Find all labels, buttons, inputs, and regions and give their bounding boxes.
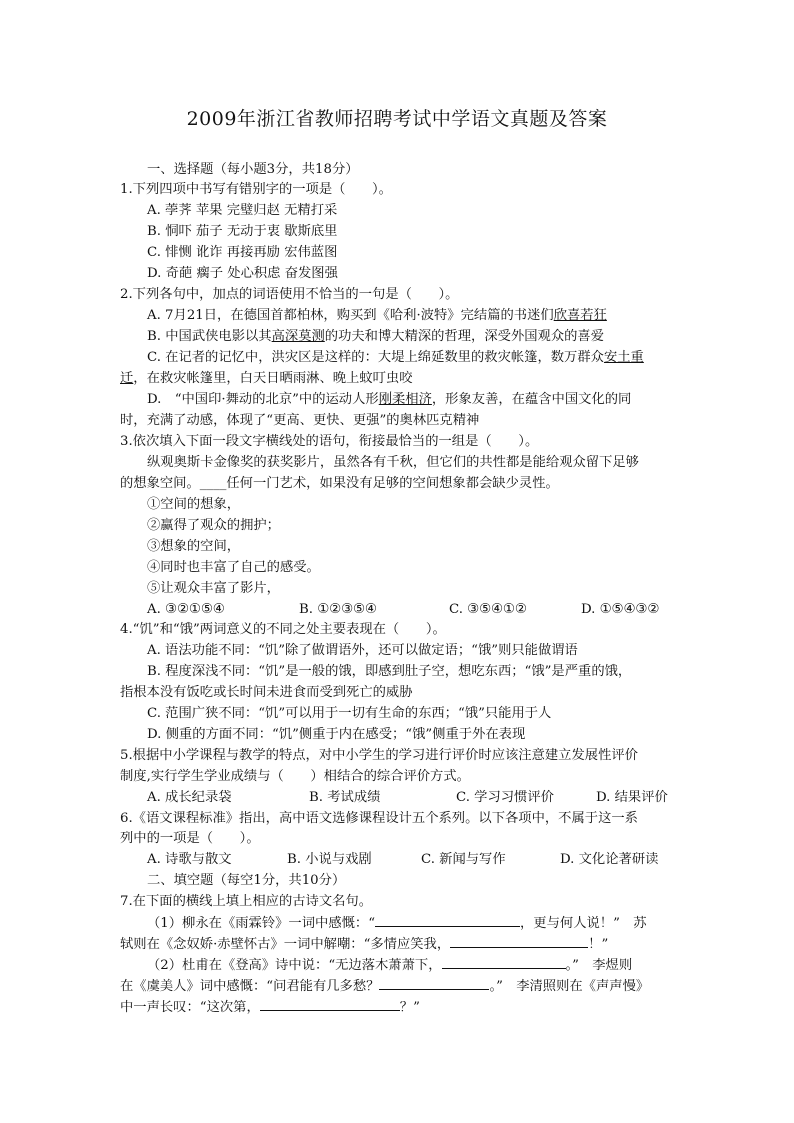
q6-option-d: D. 文化论著研读: [560, 852, 659, 867]
q6-option-b: B. 小说与戏剧: [287, 852, 372, 867]
q1-option-b: B. 恫吓 茄子 无动于衷 歇斯底里: [147, 224, 338, 239]
q4-option-c: C. 范围广狭不同：“饥”可以用于一切有生命的东西；“饿”只能用于人: [147, 706, 552, 721]
q7-sub2-text-close: ？”: [399, 1000, 420, 1015]
q3-option-a: A. ③②①⑤④: [147, 602, 225, 617]
q7-sub2-text: （2）杜甫在《登高》诗中说：“无边落木萧萧下，: [147, 958, 442, 973]
q7-sub1-text-end: ，更与何人说！” 苏: [520, 916, 647, 931]
q7-sub1-text: （1）柳永在《雨霖铃》一词中感慨：“: [147, 916, 376, 931]
q5-stem: 5.根据中小学课程与教学的特点，对中小学生的学习进行评价时应该注意建立发展性评价: [120, 748, 638, 763]
q2-option-b-text-end: 的功夫和博大精深的哲理，深受外国观众的喜爱: [324, 329, 605, 344]
q2-option-c-dotted-word-end: 迁: [120, 371, 134, 386]
answer-blank-3[interactable]: [442, 955, 566, 969]
q3-item-3: ③想象的空间，: [147, 539, 241, 554]
q2-option-b-dotted-word: 高深莫测: [271, 329, 325, 344]
q2-option-d: [147, 390, 631, 410]
q7-sub2-text-mid: 。” 李清照则在《声声慢》: [489, 979, 650, 994]
q6-stem-cont: 列中的一项是（ ）。: [120, 831, 260, 846]
q3-item-2: ②赢得了观众的拥护；: [147, 518, 280, 533]
q5-option-c: C. 学习习惯评价: [456, 790, 554, 805]
page-title: 2009年浙江省教师招聘考试中学语文真题及答案: [186, 108, 608, 130]
q2-option-c-dotted-word: 安土重: [603, 350, 644, 365]
q4-option-b: B. 程度深浅不同：“饥”是一般的饿，即感到肚子空，想吃东西；“饿”是严重的饿，: [147, 664, 632, 679]
q7-stem: 7.在下面的横线上填上相应的古诗文名句。: [120, 894, 373, 909]
q4-option-a: A. 语法功能不同：“饥”除了做谓语外，还可以做定语；“饿”则只能做谓语: [147, 643, 578, 658]
q1-option-a: A. 荸荠 苹果 完璧归赵 无精打采: [147, 203, 338, 218]
section-heading-choice: 一、选择题（每小题3分，共18分）: [147, 162, 359, 177]
q7-sub1-text-close: ！”: [588, 937, 609, 952]
q2-option-d-dotted-word: 刚柔相济: [378, 392, 432, 407]
section-heading-fill: 二、填空题（每空1分，共10分）: [147, 873, 346, 888]
q5-option-a: A. 成长纪录袋: [147, 790, 232, 805]
q4-option-d: D. 侧重的方面不同：“饥”侧重于内在感受；“饿”侧重于外在表现: [147, 727, 526, 742]
q2-option-c: [147, 348, 644, 368]
q7-sub2-line2: [120, 976, 649, 997]
q2-option-d-text-mid: ，形象友善，在蕴含中国文化的同: [431, 392, 632, 407]
q7-sub2-text-last: 中一声长叹：“这次第，: [120, 1000, 260, 1015]
q1-option-d: D. 奇葩 瘸子 处心积虑 奋发图强: [147, 266, 338, 281]
q5-stem-cont: 制度,实行学生学业成绩与（ ）相结合的综合评价方式。: [120, 769, 470, 784]
q2-option-c-cont: [120, 369, 413, 389]
q3-passage-line1: 纵观奥斯卡金像奖的获奖影片，虽然各有千秋，但它们的共性都是能给观众留下足够: [147, 455, 639, 470]
q6-option-c: C. 新闻与写作: [421, 852, 506, 867]
q2-option-a-text: A. 7月21日，在德国首都柏林，购买到《哈利·波特》完结篇的书迷们: [147, 308, 554, 323]
q2-stem: 2.下列各句中，加点的词语使用不恰当的一句是（ ）。: [120, 287, 459, 302]
q3-item-5: ⑤让观众丰富了影片，: [147, 581, 280, 596]
q2-option-a-dotted-word: 欣喜若狂: [553, 308, 607, 323]
q7-sub1-line2: [120, 934, 608, 955]
answer-blank-2[interactable]: [450, 934, 588, 948]
q3-passage-line2: 的想象空间。____任何一门艺术，如果没有足够的空间想象都会缺少灵性。: [120, 476, 559, 491]
q4-option-b-cont: 指根本没有饭吃或长时间未进食而受到死亡的威胁: [120, 685, 413, 700]
q1-option-c: C. 悱恻 讹诈 再接再励 宏伟蓝图: [147, 245, 338, 260]
q7-sub1-line1: [147, 913, 647, 934]
answer-blank-5[interactable]: [260, 997, 400, 1011]
q5-option-d: D. 结果评价: [596, 790, 668, 805]
answer-blank-1[interactable]: [375, 913, 520, 927]
q2-option-d-cont: 时，充满了动感，体现了“更高、更快、更强”的奥林匹克精神: [120, 413, 480, 428]
q3-item-1: ①空间的想象，: [147, 497, 241, 512]
q2-option-b-text: B. 中国武侠电影以其: [147, 329, 272, 344]
q3-option-b: B. ①②③⑤④: [299, 602, 377, 617]
q7-sub2-text-cont: 在《虞美人》词中感慨：“问君能有几多愁？: [120, 979, 380, 994]
q6-stem: 6.《语文课程标准》指出，高中语文选修课程设计五个系列。以下各项中，不属于这一系: [120, 811, 638, 826]
q7-sub1-text-cont: 轼则在《念奴娇·赤壁怀古》一词中解嘲：“多情应笑我，: [120, 937, 451, 952]
q7-sub2-line3: [120, 997, 420, 1018]
q7-sub2-text-end: 。” 李煜则: [565, 958, 633, 973]
q2-option-d-text: D. “中国印·舞动的北京”中的运动人形: [147, 392, 379, 407]
q3-option-c: C. ③⑤④①②: [449, 602, 527, 617]
q4-stem: 4.“饥”和“饿”两词意义的不同之处主要表现在（ ）。: [120, 622, 446, 637]
q7-sub2-line1: [147, 955, 632, 976]
q3-item-4: ④同时也丰富了自己的感受。: [147, 560, 320, 575]
q3-stem: 3.依次填入下面一段文字横线处的语句，衔接最恰当的一组是（ ）。: [120, 434, 539, 449]
q2-option-c-text-end: ，在救灾帐篷里，白天日晒雨淋、晚上蚊叮虫咬: [133, 371, 413, 386]
q5-option-b: B. 考试成绩: [309, 790, 381, 805]
q3-option-d: D. ①⑤④③②: [581, 602, 660, 617]
q2-option-a: [147, 306, 607, 326]
q2-option-b: [147, 327, 604, 347]
q2-option-c-text: C. 在记者的记忆中，洪灾区是这样的：大堤上绵延数里的救灾帐篷，数万群众: [147, 350, 604, 365]
answer-blank-4[interactable]: [379, 976, 489, 990]
q6-option-a: A. 诗歌与散文: [147, 852, 232, 867]
q1-stem: 1.下列四项中书写有错别字的一项是（ ）。: [120, 182, 392, 197]
